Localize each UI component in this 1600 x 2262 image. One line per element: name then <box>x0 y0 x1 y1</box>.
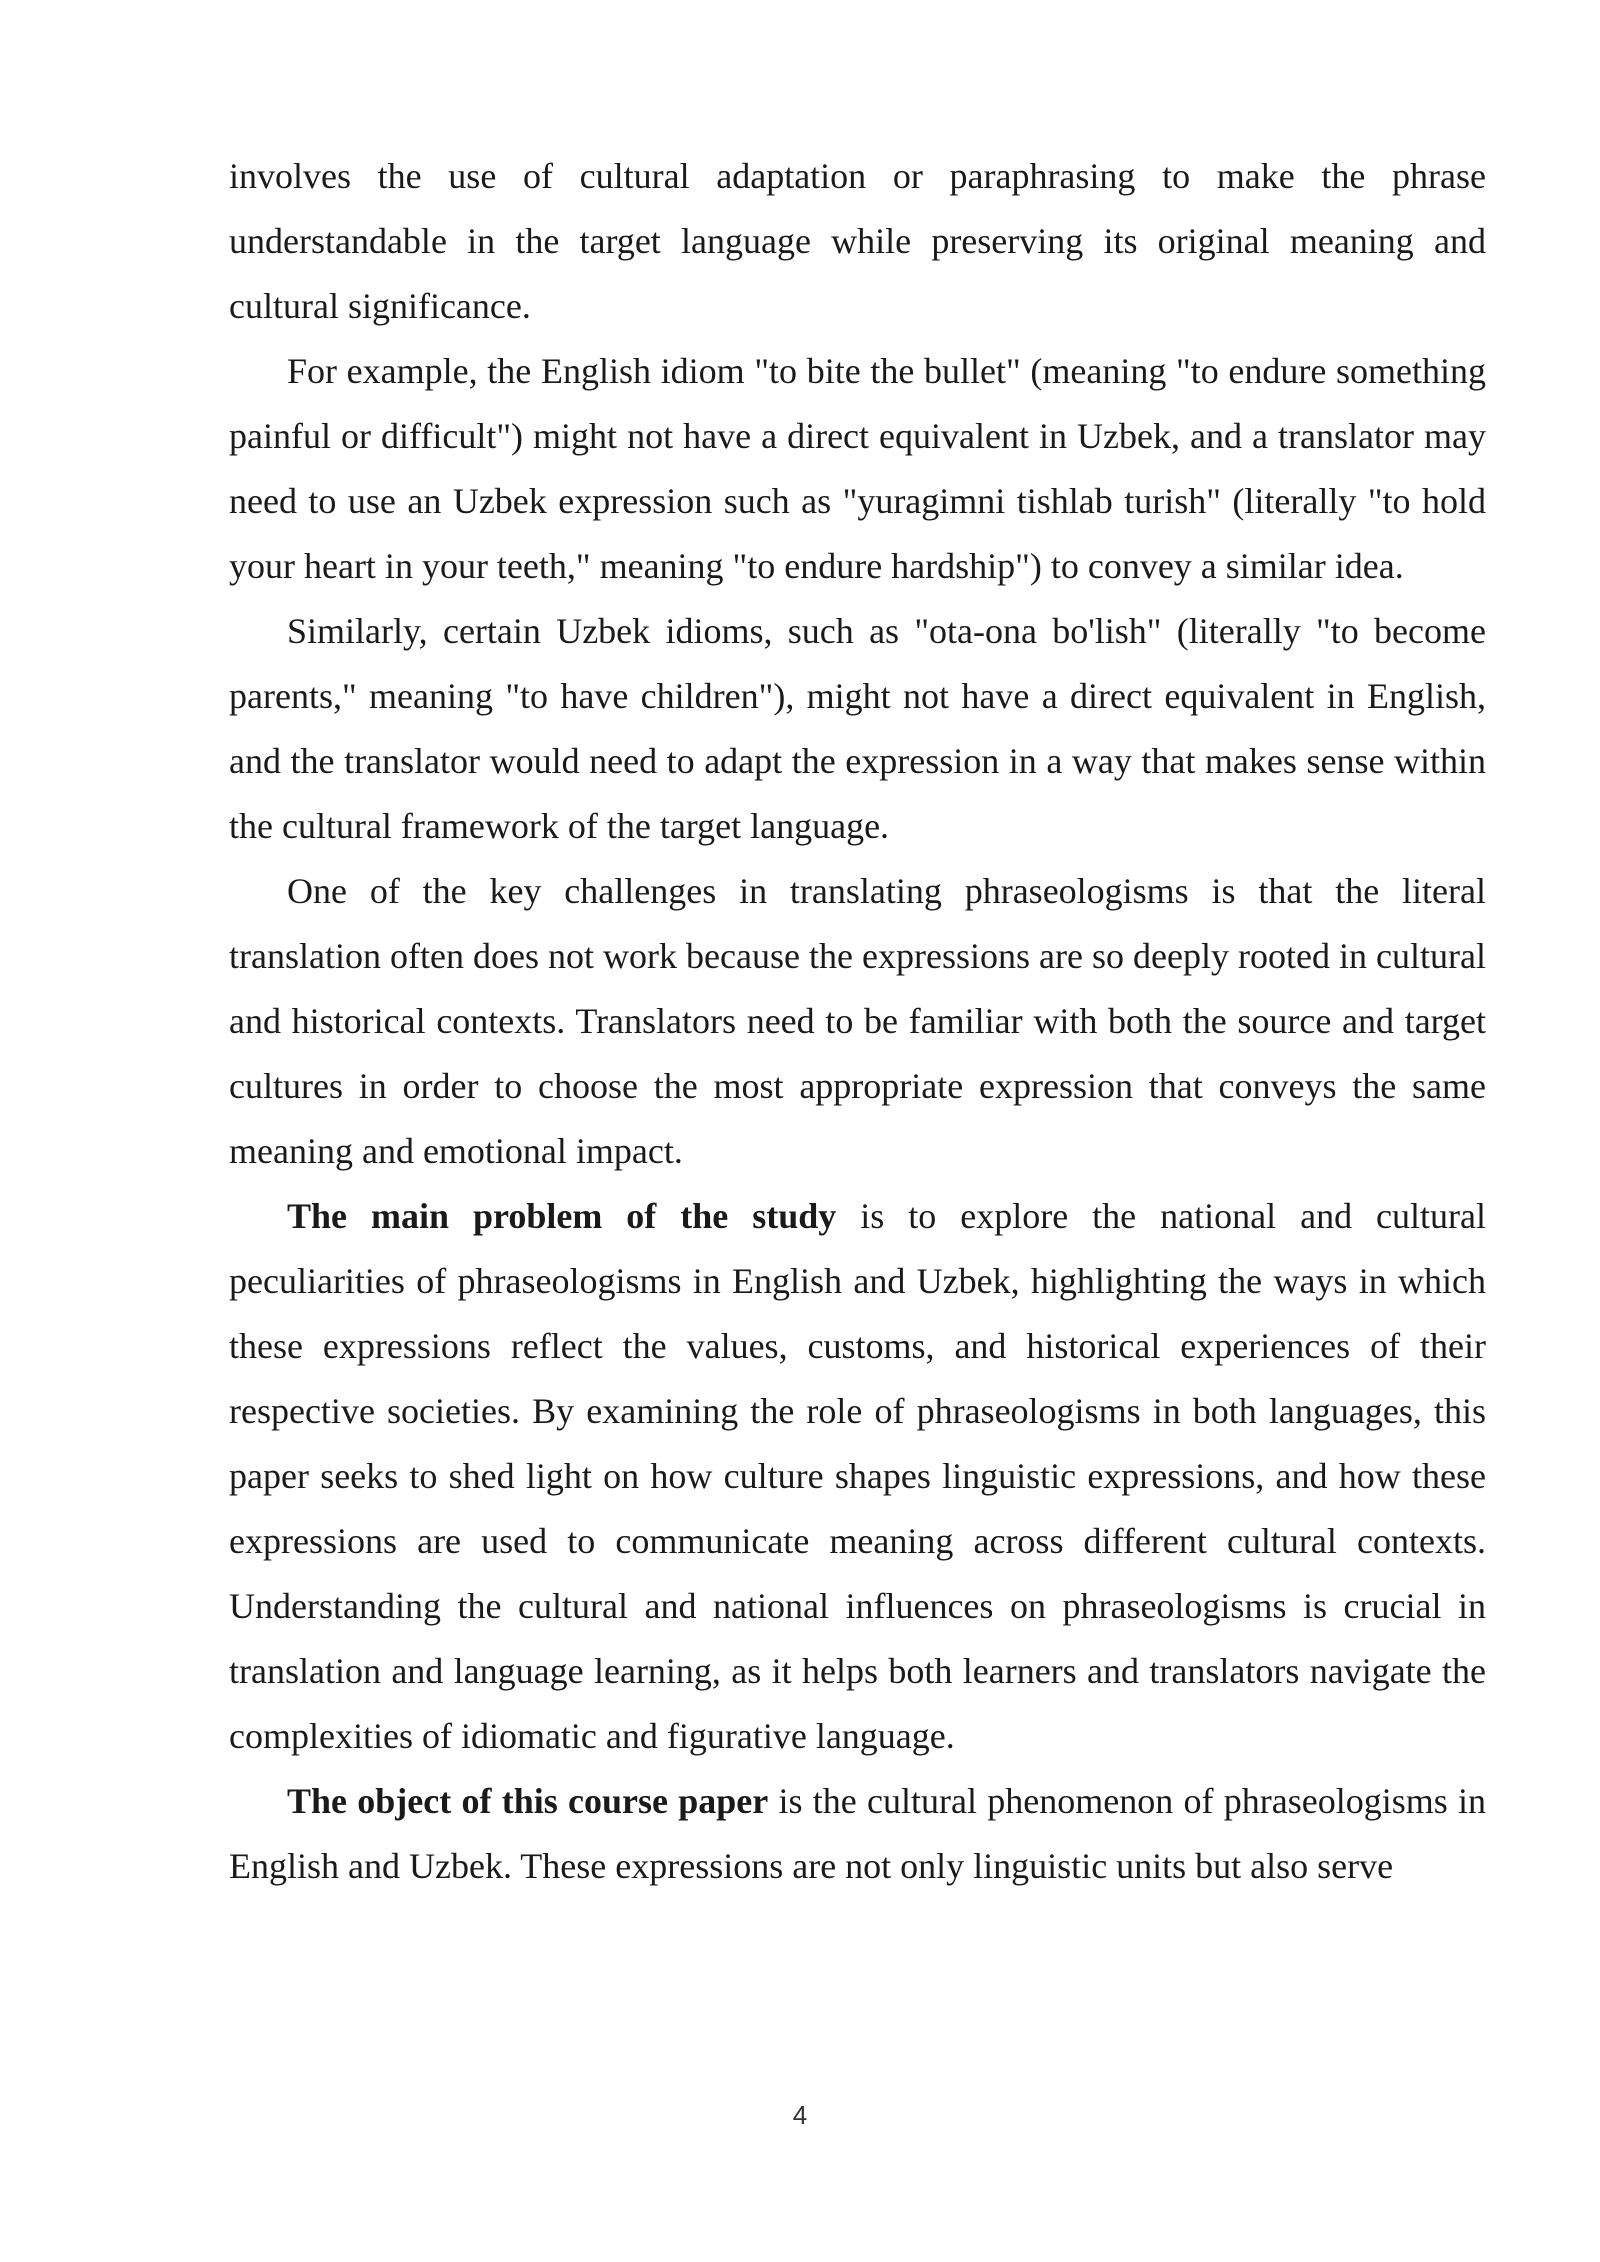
paragraph-text: is to explore the national and cultural peculiarities of phraseologisms in English and Uzbek, highlighting the ways in which these expressions reflect the values, customs, and historical experiences of their respective societies. By examining the role of phraseologisms in both languages, this paper seeks to shed light on how culture shapes linguistic expressions, and how these expressions are used to communicate meaning across different cultural contexts. Understanding the cultural and national influences on phraseologisms is crucial in translation and language learning, as it helps both learners and translators navigate the complexities of idiomatic and figurative language. <box>229 1196 1486 1756</box>
paragraph-example-uzbek-idiom <box>229 599 1486 859</box>
paragraph-lead-bold: The main problem of the study <box>287 1196 837 1236</box>
paragraph-text: For example, the English idiom "to bite the bullet" (meaning "to endure something painful or difficult") might not have a direct equivalent in Uzbek, and a translator may need to use an Uzbek expression such as "yuragimni tishlab turish" (literally "to hold your heart in your teeth," meaning "to endure hardship") to convey a similar idea. <box>229 351 1486 586</box>
paragraph-text: is the cultural phenomenon of phraseologisms in English and Uzbek. These expressions are not only linguistic units but also serve <box>229 1781 1486 1886</box>
body-text <box>229 144 1486 1899</box>
paragraph-example-english-idiom <box>229 339 1486 599</box>
page-number: 4 <box>792 2100 808 2130</box>
paragraph-main-problem <box>229 1184 1486 1769</box>
paragraph-key-challenges <box>229 859 1486 1184</box>
paragraph-text: Similarly, certain Uzbek idioms, such as "ota-ona bo'lish" (literally "to become parents," meaning "to have children"), might not have a direct equivalent in English, and the translator would need to adapt the expression in a way that makes sense within the cultural framework of the target language. <box>229 611 1486 846</box>
paragraph-text: involves the use of cultural adaptation or paraphrasing to make the phrase understandable in the target language while preserving its original meaning and cultural significance. <box>229 156 1486 326</box>
paragraph-continuation <box>229 144 1486 339</box>
paragraph-text: One of the key challenges in translating phraseologisms is that the literal translation often does not work because the expressions are so deeply rooted in cultural and historical contexts. Translators need to be familiar with both the source and target cultures in order to choose the most appropriate expression that conveys the same meaning and emotional impact. <box>229 871 1486 1171</box>
paragraph-object-of-study <box>229 1769 1486 1899</box>
paragraph-lead-bold: The object of this course paper <box>287 1781 769 1821</box>
